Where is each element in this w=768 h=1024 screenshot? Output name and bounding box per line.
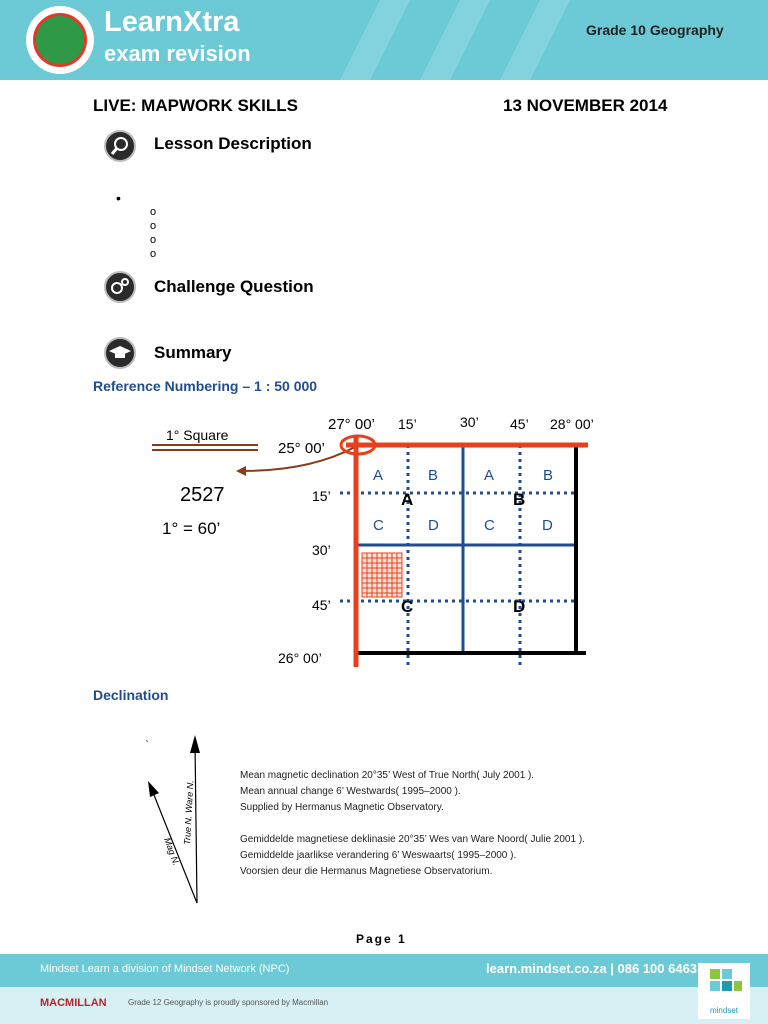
- sub-letter: A: [484, 467, 495, 484]
- mindset-logo: [698, 963, 750, 1019]
- macmillan-logo: MACMILLAN: [40, 997, 107, 1009]
- magnifier-icon: [104, 130, 136, 162]
- page-title: LIVE: MAPWORK SKILLS: [93, 96, 298, 115]
- grade-label: Grade 10 Geography: [586, 22, 724, 38]
- left-label: 25° 00’: [278, 440, 325, 457]
- footer-strip: [0, 987, 768, 1024]
- reference-grid-diagram: [140, 405, 610, 670]
- degree-equation: 1° = 60’: [162, 519, 221, 538]
- sub-letter: C: [484, 517, 495, 534]
- lesson-description-heading: Lesson Description: [154, 134, 312, 153]
- top-label: 45’: [510, 416, 529, 432]
- declination-line: Gemiddelde magnetiese deklinasie 20°35’ Wes van Ware Noord( Julie 2001 ).: [240, 834, 585, 845]
- main-letter: D: [513, 597, 526, 616]
- page-number: Page 1: [356, 932, 407, 946]
- square-title: 1° Square: [166, 427, 229, 443]
- sub-letter: A: [373, 467, 384, 484]
- main-letter: C: [401, 597, 414, 616]
- declination-heading: Declination: [93, 687, 169, 703]
- declination-line: Voorsien deur die Hermanus Magnetiese Observatorium.: [240, 866, 493, 877]
- true-north-arrowhead: [190, 735, 200, 753]
- declination-line: Gemiddelde jaarlikse verandering 6’ Weswaarts( 1995–2000 ).: [240, 850, 517, 861]
- top-label: 15’: [398, 416, 417, 432]
- declination-line: Supplied by Hermanus Magnetic Observatory.: [240, 802, 444, 813]
- summary-heading: Summary: [154, 343, 232, 362]
- gears-icon: [104, 271, 136, 303]
- sub-bullet: o: [150, 220, 157, 232]
- left-label: 26° 00’: [278, 650, 322, 666]
- reference-numbering-heading: Reference Numbering – 1 : 50 000: [93, 378, 318, 394]
- sponsor-text: Grade 12 Geography is proudly sponsored by Macmillan: [128, 998, 329, 1007]
- footer-company: Mindset Learn a division of Mindset Network (NPC): [40, 963, 290, 975]
- sub-letter: C: [373, 517, 384, 534]
- declination-line: Mean magnetic declination 20°35’ West of True North( July 2001 ).: [240, 770, 535, 781]
- mindset-label: mindset: [709, 1006, 738, 1015]
- top-label: 27° 00’: [328, 416, 375, 433]
- arrow-head: [236, 466, 246, 476]
- declination-line: Mean annual change 6’ Westwards( 1995–2000 ).: [240, 786, 461, 797]
- graduation-cap-icon: [104, 337, 136, 369]
- sub-letter: B: [543, 467, 554, 484]
- declination-text: [240, 768, 585, 880]
- top-label: 28° 00’: [550, 416, 594, 432]
- footer-contact[interactable]: learn.mindset.co.za | 086 100 6463: [486, 961, 698, 976]
- logo-subtitle: exam revision: [104, 41, 251, 66]
- main-letter: A: [401, 490, 414, 509]
- bullet-point: •: [116, 190, 121, 206]
- sub-bullet: o: [150, 234, 157, 246]
- logo-title: LearnXtra: [104, 6, 240, 38]
- true-north-line: [195, 743, 197, 903]
- top-label: 30’: [460, 414, 479, 430]
- sub-letter: D: [542, 517, 553, 534]
- declination-spacer: [240, 816, 585, 832]
- page-date: 13 NOVEMBER 2014: [503, 96, 668, 115]
- declination-arrows: [140, 735, 230, 905]
- left-label: 15’: [312, 488, 331, 504]
- header-decoration: [300, 0, 600, 80]
- true-north-label: True N. Ware N.: [182, 779, 196, 846]
- tick: [146, 740, 148, 742]
- mag-north-label: Mag N.: [162, 836, 182, 867]
- square-code: 2527: [180, 484, 225, 506]
- mag-north-arrowhead: [148, 781, 159, 797]
- logo-icon: [33, 13, 87, 67]
- sub-letter: D: [428, 517, 439, 534]
- sub-letter: B: [428, 467, 439, 484]
- sub-bullet: o: [150, 206, 157, 218]
- left-label: 30’: [312, 542, 331, 558]
- challenge-question-heading: Challenge Question: [154, 277, 314, 296]
- left-label: 45’: [312, 597, 331, 613]
- sub-bullet: o: [150, 248, 157, 260]
- mindset-logo-icon: [698, 963, 750, 1007]
- main-letter: B: [513, 490, 526, 509]
